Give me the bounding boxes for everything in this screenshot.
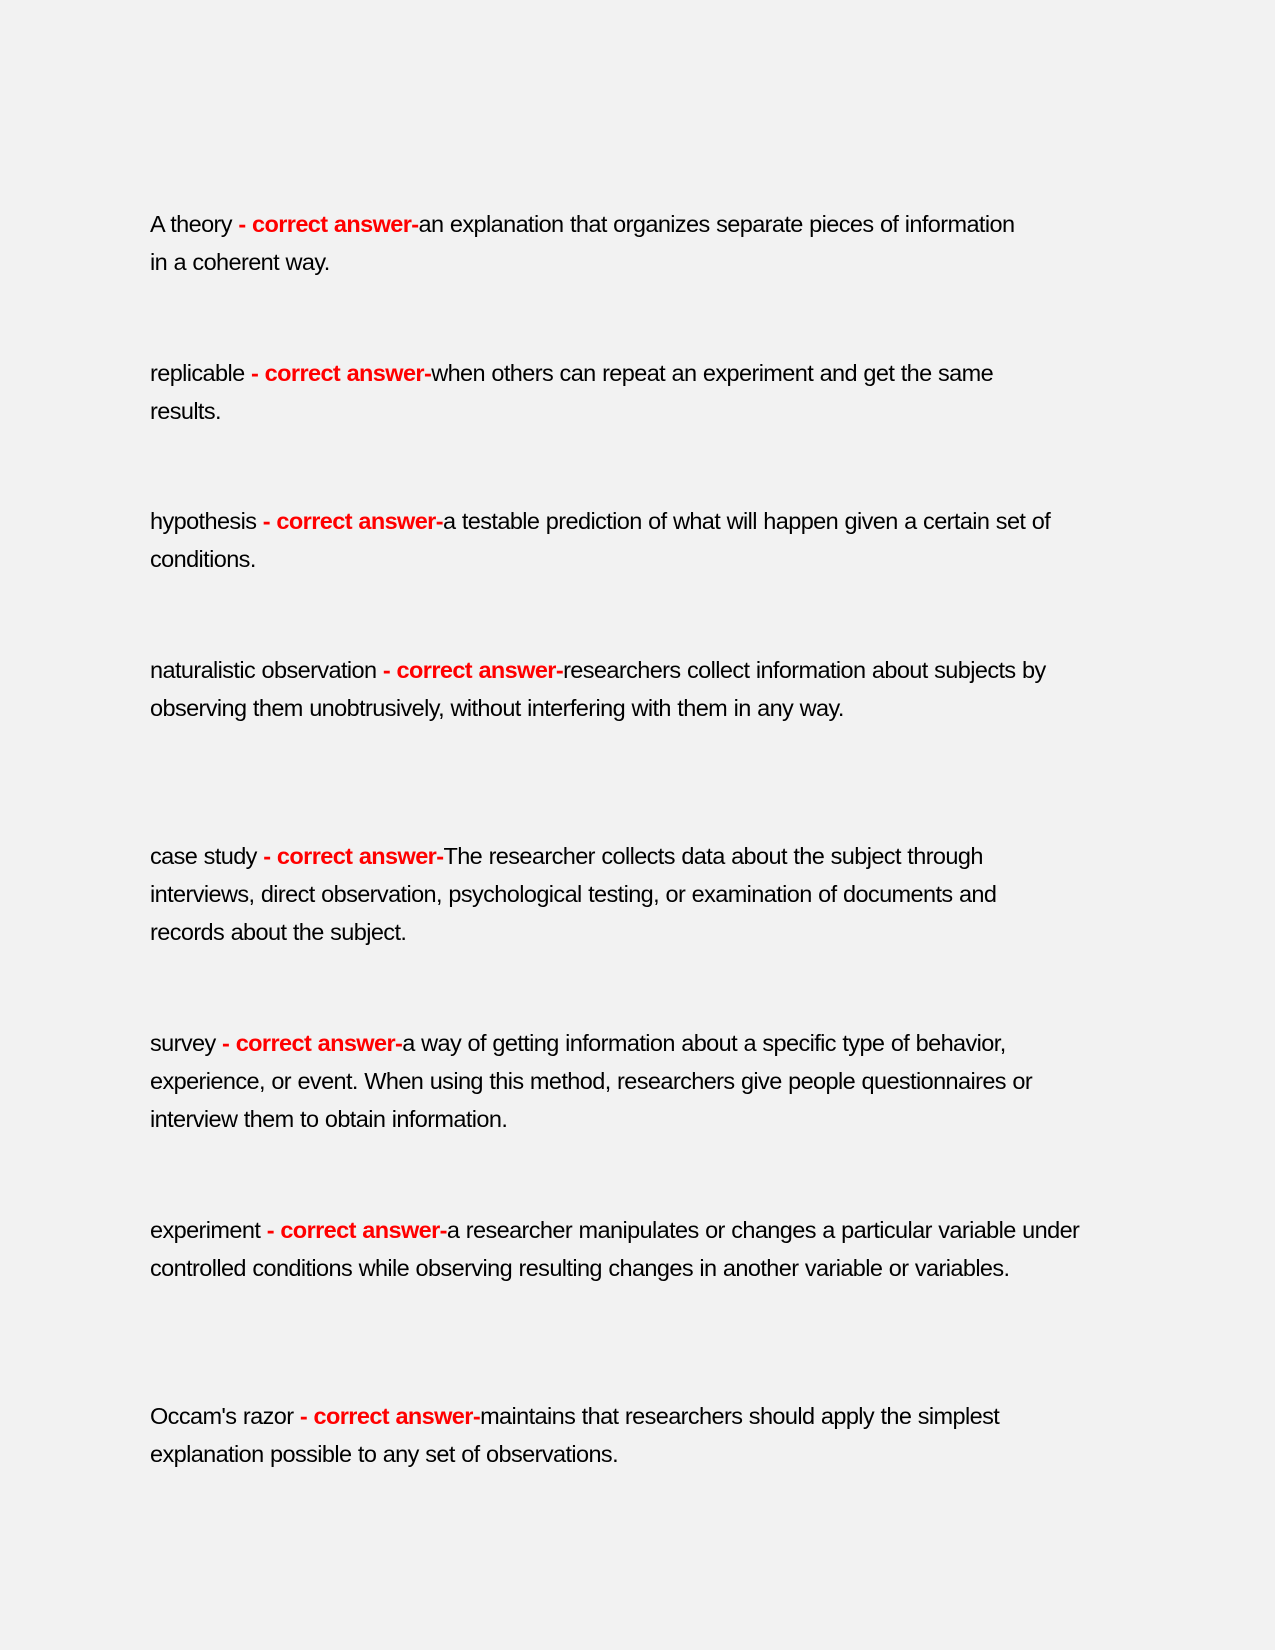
flashcard-entry (150, 354, 1070, 430)
term: Occam's razor (150, 1403, 300, 1429)
flashcard-entry (150, 205, 1030, 281)
term: experiment (150, 1217, 267, 1243)
term: case study (150, 843, 264, 869)
definition: researchers collect information about subjects by observing them unobtrusively, without interfering with them in any way. (150, 657, 1046, 721)
answer-separator: - correct answer- (262, 508, 443, 534)
flashcard-entry (150, 502, 1055, 578)
flashcard-entry (150, 651, 1075, 727)
definition: when others can repeat an experiment and get the same results. (150, 360, 994, 424)
term: hypothesis (150, 508, 263, 534)
flashcard-entry (150, 1024, 1095, 1138)
flashcard-entry (150, 1397, 1040, 1473)
answer-separator: - correct answer- (222, 1030, 403, 1056)
answer-separator: - correct answer- (266, 1217, 447, 1243)
answer-separator: - correct answer- (382, 657, 564, 683)
definition: a testable prediction of what will happen given a certain set of conditions. (150, 508, 1051, 572)
flashcard-entry (150, 837, 1075, 951)
answer-separator: - correct answer- (263, 843, 444, 869)
definition: maintains that researchers should apply the simplest explanation possible to any set of observations. (150, 1403, 1000, 1467)
definition: a way of getting information about a specific type of behavior, experience, or event. When using this method, researchers give people questionnaires or interview them to obtain information. (150, 1030, 1033, 1132)
term: replicable (150, 360, 252, 386)
term: A theory (150, 211, 239, 237)
answer-separator: - correct answer- (299, 1403, 481, 1429)
term: survey (150, 1030, 223, 1056)
answer-separator: - correct answer- (251, 360, 432, 386)
definition: The researcher collects data about the subject through interviews, direct observation, psychological testing, or examination of documents and records about the subject. (150, 843, 997, 945)
definition: a researcher manipulates or changes a particular variable under controlled conditions while observing resulting changes in another variable or variables. (150, 1217, 1080, 1281)
answer-separator: - correct answer- (238, 211, 419, 237)
flashcard-entry (150, 1211, 1100, 1287)
term: naturalistic observation (150, 657, 383, 683)
definition: an explanation that organizes separate pieces of information in a coherent way. (150, 211, 1015, 275)
